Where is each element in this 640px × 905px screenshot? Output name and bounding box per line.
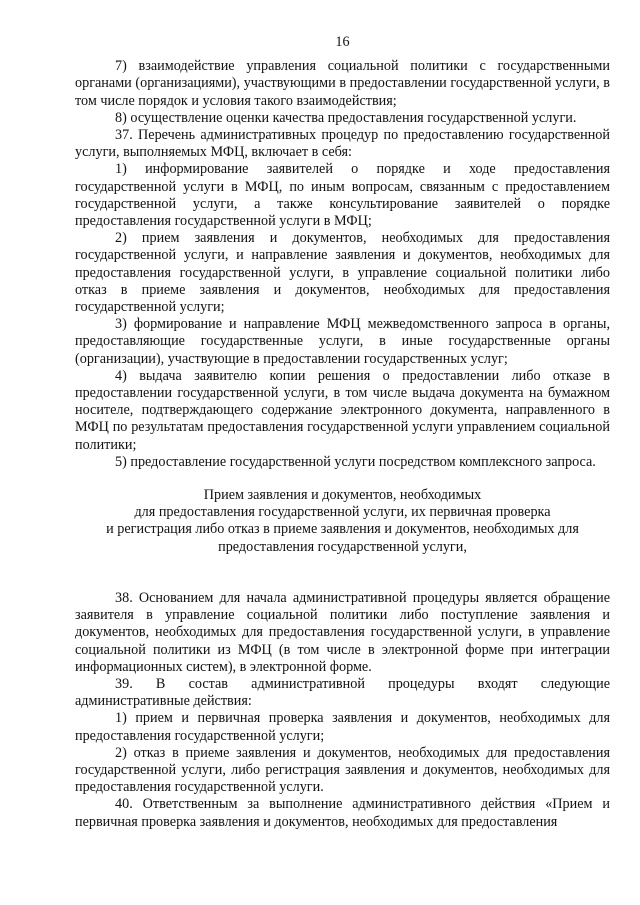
paragraph-item-8: 8) осуществление оценки качества предоставления государственной услуги.	[115, 109, 577, 126]
paragraph-37: 37. Перечень административных процедур по предоставлению государственной услуги, выполняемых МФЦ, включает в себя:	[75, 127, 610, 161]
paragraph-37-item-3: 3) формирование и направление МФЦ межведомственного запроса в органы, предоставляющие государственные услуги, в иные государственные органы (организации), участвующие в предоставлении государственных услуг;	[75, 316, 610, 367]
paragraph-37-item-5: 5) предоставление государственной услуги посредством комплексного запроса.	[115, 453, 596, 470]
section-heading-line: предоставления государственной услуги,	[218, 538, 467, 555]
section-heading-line: Прием заявления и документов, необходимых	[203, 487, 482, 504]
paragraph-39-item-1: 1) прием и первичная проверка заявления и документов, необходимых для предоставления государственной услуги;	[75, 710, 610, 744]
paragraph-item-7: 7) взаимодействие управления социальной политики с государственными органами (организациями), участвующими в предоставлении государственной услуги, в том числе порядок и условия такого взаимодействия;	[75, 58, 610, 109]
paragraphs-bottom	[75, 590, 610, 831]
paragraphs-top	[75, 58, 610, 471]
paragraph-39: 39. В состав административной процедуры входят следующие административные действия:	[75, 675, 610, 710]
page-number: 16	[335, 34, 350, 50]
section-heading-line: и регистрация либо отказ в приеме заявления и документов, необходимых для	[106, 521, 579, 538]
paragraph-37-item-1: 1) информирование заявителей о порядке и ходе предоставления государственной услуги в МФЦ, по иным вопросам, связанным с предоставлением государственной услуги, а также консультирование заявителей о порядке предоставления государственной услуги в МФЦ;	[75, 161, 610, 230]
section-heading-line: для предоставления государственной услуги, их первичная проверка	[134, 504, 551, 521]
section-heading	[75, 487, 610, 556]
paragraph-40: 40. Ответственным за выполнение административного действия «Прием и первичная проверка заявления и документов, необходимых для предоставления	[75, 796, 610, 830]
paragraph-38: 38. Основанием для начала административной процедуры является обращение заявителя в управление социальной политики либо поступление заявления и документов, необходимых для предоставления государственной услуги, в управление социальной политики из МФЦ (в том числе в электронной форме при интеграции информационных систем), в электронной форме.	[75, 589, 610, 675]
paragraph-37-item-4: 4) выдача заявителю копии решения о предоставлении либо отказе в предоставлении государственной услуги, в том числе выдача документа на бумажном носителе, подтверждающего содержание электронного документа, направленного в МФЦ по результатам предоставления государственной услуги управлением социальной политики;	[75, 367, 610, 453]
paragraph-39-item-2: 2) отказ в приеме заявления и документов, необходимых для предоставления государственной услуги, либо регистрация заявления и документов, необходимых для предоставления государственной услуги.	[75, 744, 610, 796]
paragraph-37-item-2: 2) прием заявления и документов, необходимых для предоставления государственной услуги, и направление заявления и документов, необходимых для предоставления государственной услуги, в управление социальной политики либо отказ в приеме заявления и документов, необходимых для предоставления государственной услуги;	[75, 230, 610, 316]
